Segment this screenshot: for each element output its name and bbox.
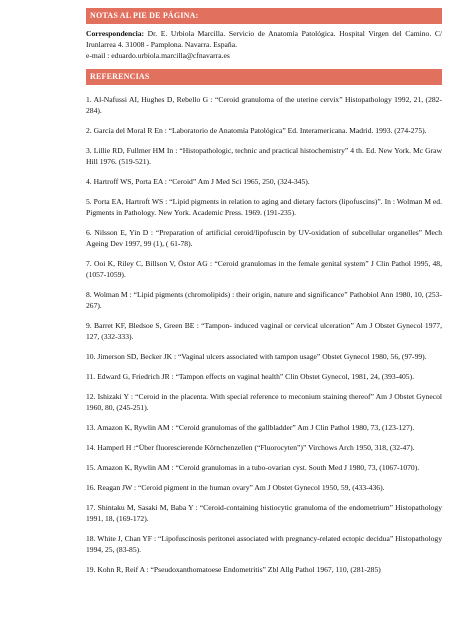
reference-item: 14. Hamperl H :“Über fluorescierende Körnchenzellen (“Fluorocyten”)” Virchows Arch 1950, 318, (32-47).	[86, 443, 415, 452]
reference-item: 6. Nilsson E, Yin D : “Preparation of artificial ceroid/lipofuscin by UV-oxidation of subcellular organelles” Mech Ageing Dev 1997, 99 (1), ( 61-78).	[86, 228, 442, 248]
reference-item: 8. Wolman M : “Lipid pigments (chromolipids) : their origin, nature and significance” Pathobiol Ann 1980, 10, (253-267).	[86, 290, 442, 310]
notes-header: NOTAS AL PIE DE PÁGINA:	[86, 8, 442, 24]
reference-item: 2. García del Moral R En : “Laboratorio de Anatomía Patológica” Ed. Interamericana. Madrid. 1993. (274-275).	[86, 126, 427, 135]
reference-item: 7. Ooi K, Riley C, Billson V, Östor AG : “Ceroid granulomas in the female genital system” J Clin Pathol 1995, 48, (1057-1059).	[86, 259, 442, 279]
reference-item: 19. Kohn R, Reif A : “Pseudoxanthomatoese Endometritis” Zbl Allg Pathol 1967, 110, (281-285)	[86, 565, 381, 574]
references-header: REFERENCIAS	[86, 69, 442, 85]
reference-item: 1. Al-Nafussi AI, Hughes D, Rebello G : “Ceroid granuloma of the uterine cervix” Histopathology 1992, 21, (282-284).	[86, 95, 442, 115]
correspondence-address: Dr. E. Urbiola Marcilla. Servicio de Anatomía Patológica. Hospital Virgen del Camino. C/ Irunlarrea 4. 31008 - Pamplona. Navarra. España.	[86, 29, 442, 49]
reference-item: 17. Shintaku M, Sasaki M, Baba Y : “Ceroid-containing histiocytic granuloma of the endometrium” Histopathology 1991, 18, (169-172).	[86, 503, 442, 523]
references-list	[86, 94, 442, 575]
correspondence-email[interactable]: e-mail : eduardo.urbiola.marcilla@cfnavarra.es	[86, 51, 230, 60]
reference-item: 10. Jimerson SD, Becker JK : “Vaginal ulcers associated with tampon usage” Obstet Gynecol 1980, 56, (97-99).	[86, 352, 427, 361]
reference-item: 9. Barret KF, Bledsoe S, Green BE : “Tampon- induced vaginal or cervical ulceration” Am J Obstet Gynecol 1977, 127, (332-333).	[86, 321, 442, 341]
reference-item: 4. Hartroff WS, Porta EA : “Ceroid” Am J Med Sci 1965, 250, (324-345).	[86, 177, 310, 186]
reference-item: 13. Amazon K, Rywlin AM : “Ceroid granulomas of the gallbladder” Am J Clin Pathol 1980, 73, (123-127).	[86, 423, 415, 432]
reference-item: 5. Porta EA, Hartroft WS : “Lipid pigments in relation to aging and dietary factors (lipofuscins)”. In : Wolman M ed. Pigments in Pathology. New York. Academic Press. 1969. (191-235).	[86, 197, 442, 217]
correspondence-block	[86, 28, 442, 61]
reference-item: 15. Amazon K, Rywlin AM : “Ceroid granulomas in a tubo-ovarian cyst. South Med J 1980, 73, (1067-1070).	[86, 463, 420, 472]
reference-item: 16. Reagan JW : “Ceroid pigment in the human ovary” Am J Obstet Gynecol 1950, 59, (433-436).	[86, 483, 385, 492]
correspondence-label: Correspondencia:	[86, 29, 145, 38]
reference-item: 12. Ishizaki Y : “Ceroid in the placenta. With special reference to meconium staining thereof” Am J Obstet Gynecol 1960, 80, (245-251).	[86, 392, 442, 412]
reference-item: 3. Lillie RD, Fullmer HM In : “Histopathologic, technic and practical histochemistry” 4 th. Ed. New York. Mc Graw Hill 1976. (519-521).	[86, 146, 442, 166]
reference-item: 18. White J, Chan YF : “Lipofuscinosis peritonei associated with pregnancy-related ectopic decidua” Histopathology 1994, 25, (83-85).	[86, 534, 442, 554]
reference-item: 11. Edward G, Friedrich JR : “Tampon effects on vaginal health” Clin Obstet Gynecol, 1981, 24, (393-405).	[86, 372, 415, 381]
